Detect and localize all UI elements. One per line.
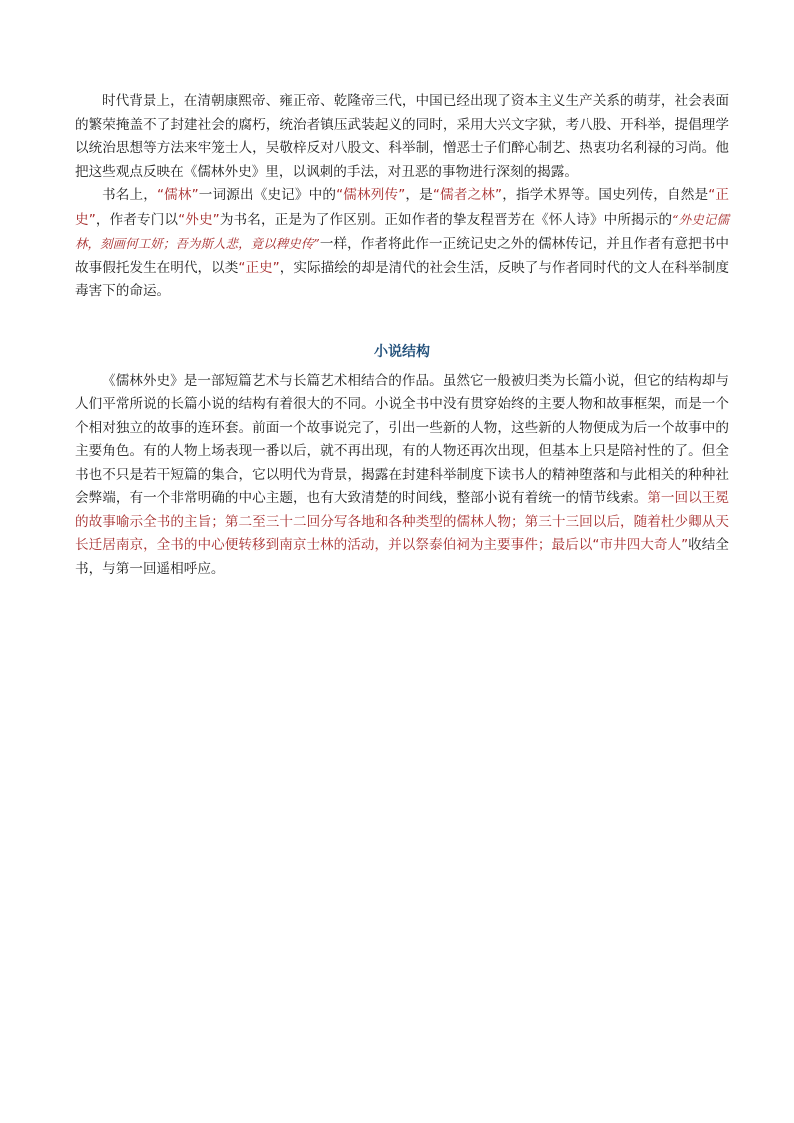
- term-waishi: “外史”: [178, 211, 220, 228]
- origin-text-6: 为书名，正是为了作区别。正如作者的挚友程晋芳在《怀人诗》中所揭示的: [219, 211, 673, 228]
- origin-text-2: 一词源出《史记》中的: [198, 187, 337, 203]
- origin-text-8: ，实际描绘的却是清代的社会生活，反映了与作者同时代的文人在科举制度毒害下的命运。: [75, 259, 729, 299]
- background-text: 时代背景上，在清朝康熙帝、雍正帝、乾隆帝三代，中国已经出现了资本主义生产关系的萌芽，社会表面的繁荣掩盖不了封建社会的腐朽，统治者镇压武装起义的同时，采用大兴文字狱，考八股、开科举，提倡理学以统治思想等方法来牢笼士人，吴敬梓反对八股文、科举制，憎恶士子们醉心制艺、热衷功名利禄的习尚。他把这些观点反映在《儒林外史》里，以讽刺的手法，对丑恶的事物进行深刻的揭露。: [75, 93, 729, 180]
- origin-text-5: ，作者专门以: [95, 211, 179, 228]
- origin-text-7: 一样，作者将此作一正统记史之外的儒林传记，并且作者有意把书中故事假托发生在明代，以类: [75, 236, 729, 276]
- origin-text-3: ，是: [405, 187, 433, 203]
- document-page: [75, 90, 729, 581]
- structure-tail: 收结全书，与第一回遥相呼应。: [75, 537, 729, 577]
- background-paragraph: [75, 90, 729, 184]
- structure-text: 《儒林外史》是一部短篇艺术与长篇艺术相结合的作品。虽然它一般被归类为长篇小说，但它的结构却与人们平常所说的长篇小说的结构有着很大的不同。小说全书中没有贯穿始终的主要人物和故事框架，而是一个个相对独立的故事的连环套。前面一个故事说完了，引出一些新的人物，这些新的人物便成为后一个故事中的主要角色。有的人物上场表现一番以后，就不再出现，有的人物还再次出现，但基本上只是陪衬性的了。但全书也不只是若干短篇的集合，它以明代为背景，揭露在封建科举制度下读书人的精神堕落和与此相关的种种社会弊端，有一个非常明确的中心主题，也有大致清楚的时间线，整部小说有着统一的情节线索。: [75, 372, 729, 506]
- term-rulin-liezhuan: “儒林列传”: [336, 187, 406, 203]
- origin-text-4: ，指学术界等。国史列传，自然是: [502, 187, 709, 203]
- section-title-structure: 小说结构: [374, 343, 430, 360]
- term-zhengshi: “正史”: [75, 187, 730, 228]
- term-ruzhe-zhilin: “儒者之林”: [432, 187, 503, 203]
- term-zhengshi-2: “正史”: [238, 259, 280, 276]
- origin-text-1: 书名上，: [102, 187, 157, 203]
- title-origin-paragraph: [75, 184, 729, 304]
- structure-highlight: 第一回以王冕的故事喻示全书的主旨；第二至三十二回分写各地和各种类型的儒林人物；第三十三回以后，随着杜少卿从天长迁居南京，全书的中心便转移到南京士林的活动，并以祭泰伯祠为主要事件；最后以“市井四大奇人”: [75, 490, 730, 553]
- poem-quote: “外史记儒林，刻画何工妍；吾为斯人悲，竟以稗史传”: [75, 211, 730, 251]
- term-rulin: “儒林”: [156, 187, 199, 203]
- structure-paragraph: [75, 370, 729, 582]
